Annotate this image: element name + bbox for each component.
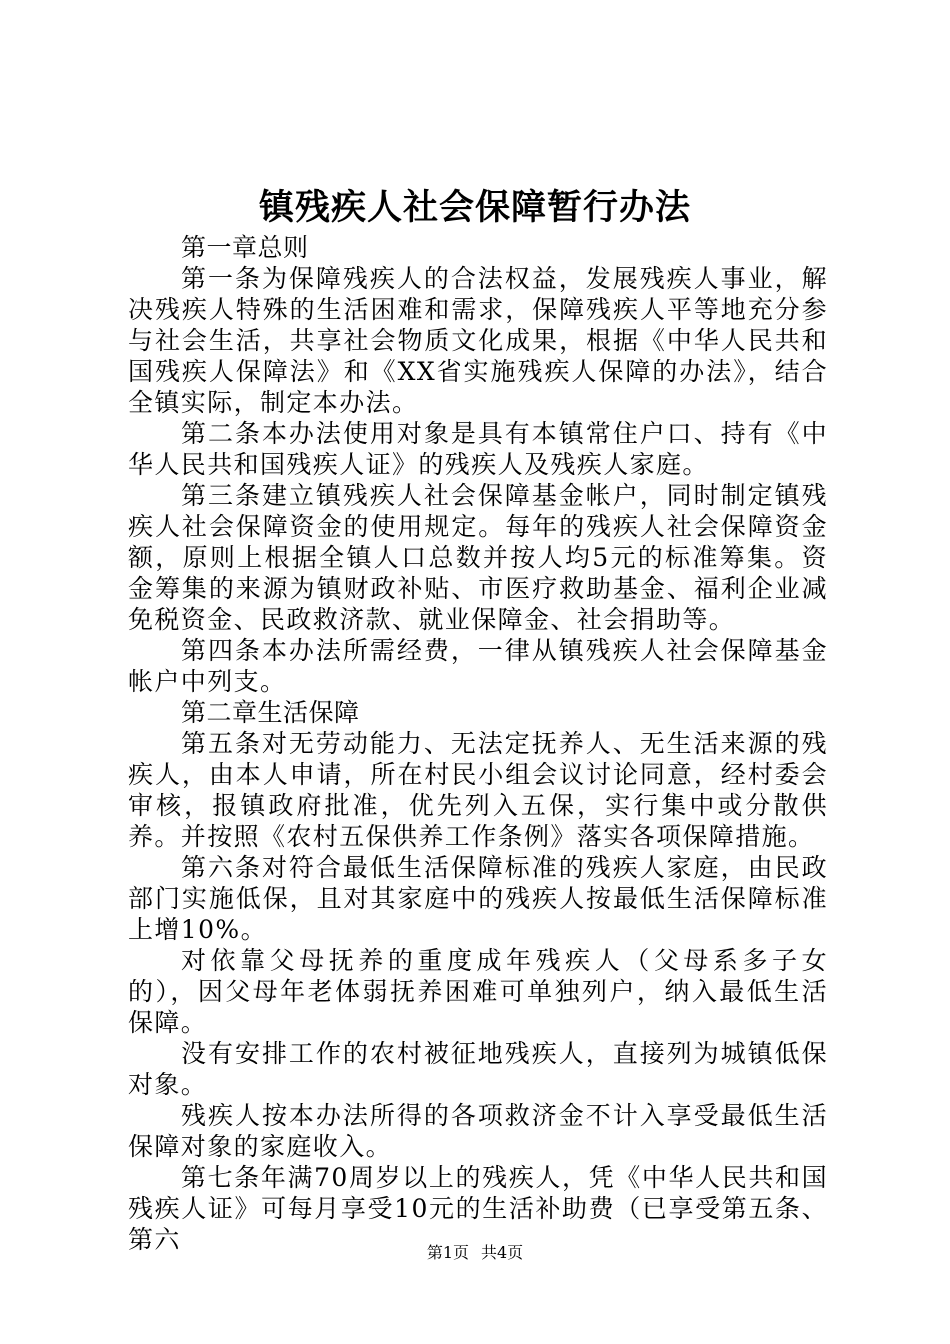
page-total: 共4页 [481, 1243, 524, 1262]
article-paragraph: 第二条本办法使用对象是具有本镇常住户口、持有《中华人民共和国残疾人证》的残疾人及残疾人家庭。 [128, 419, 828, 479]
article-paragraph: 没有安排工作的农村被征地残疾人，直接列为城镇低保对象。 [128, 1039, 828, 1099]
article-paragraph: 第三条建立镇残疾人社会保障基金帐户，同时制定镇残疾人社会保障资金的使用规定。每年的残疾人社会保障资金额，原则上根据全镇人口总数并按人均5元的标准筹集。资金筹集的来源为镇财政补贴、市医疗救助基金、福利企业减免税资金、民政救济款、就业保障金、社会捐助等。 [128, 481, 828, 634]
article-paragraph: 第六条对符合最低生活保障标准的残疾人家庭，由民政部门实施低保，且对其家庭中的残疾人按最低生活保障标准上增10%。 [128, 853, 828, 944]
document-body [128, 232, 828, 1255]
article-paragraph: 第四条本办法所需经费，一律从镇残疾人社会保障基金帐户中列支。 [128, 636, 828, 696]
chapter-heading: 第一章总则 [181, 233, 309, 262]
document-title: 镇残疾人社会保障暂行办法 [258, 187, 691, 228]
article-paragraph: 第一条为保障残疾人的合法权益，发展残疾人事业，解决残疾人特殊的生活困难和需求，保障残疾人平等地充分参与社会生活，共享社会物质文化成果，根据《中华人民共和国残疾人保障法》和《XX省实施残疾人保障的办法》，结合全镇实际，制定本办法。 [128, 264, 828, 417]
article-paragraph: 第五条对无劳动能力、无法定抚养人、无生活来源的残疾人，由本人申请，所在村民小组会议讨论同意，经村委会审核，报镇政府批准，优先列入五保，实行集中或分散供养。并按照《农村五保供养工作条例》落实各项保障措施。 [128, 729, 828, 851]
article-paragraph: 第七条年满70周岁以上的残疾人，凭《中华人民共和国残疾人证》可每月享受10元的生活补助费（已享受第五条、第六 [128, 1163, 828, 1254]
page-footer [0, 1242, 950, 1264]
page-number: 第1页 [426, 1243, 469, 1262]
article-paragraph: 残疾人按本办法所得的各项救济金不计入享受最低生活保障对象的家庭收入。 [128, 1101, 828, 1161]
chapter-heading: 第二章生活保障 [181, 698, 360, 727]
article-paragraph: 对依靠父母抚养的重度成年残疾人（父母系多子女的），因父母年老体弱抚养困难可单独列户，纳入最低生活保障。 [128, 946, 828, 1037]
